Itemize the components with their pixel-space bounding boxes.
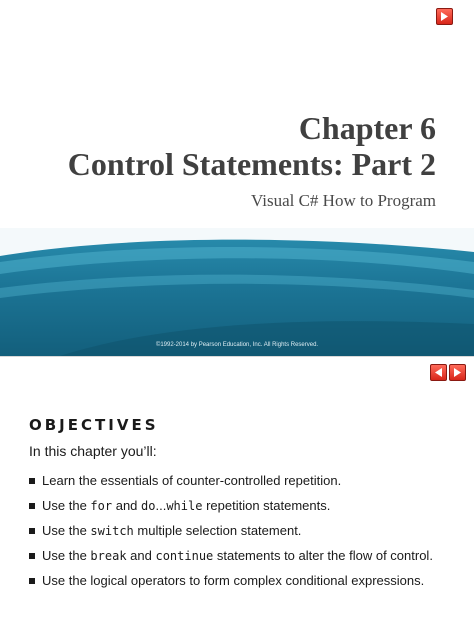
chapter-subtitle: Visual C# How to Program: [250, 191, 436, 210]
objective-item: [29, 496, 433, 521]
objective-text: Use the: [42, 523, 91, 538]
code-keyword-break: break: [90, 549, 127, 563]
objective-text: repetition statements.: [202, 498, 331, 513]
objective-item: [29, 546, 433, 571]
chapter-title: [68, 110, 436, 182]
code-keyword-continue: continue: [155, 549, 214, 563]
objective-text: statements to alter the flow of control.: [213, 548, 433, 563]
triangle-right-icon: [437, 9, 452, 24]
code-keyword-for: for: [90, 499, 113, 513]
objectives-heading: OBJECTIVES: [29, 416, 159, 434]
objective-text: and: [112, 498, 142, 513]
copyright-notice: ©1992-2014 by Pearson Education, Inc. All Rights Reserved.: [155, 342, 319, 348]
next-slide-button[interactable]: [436, 8, 453, 25]
triangle-right-icon: [450, 365, 465, 380]
objective-text: Use the: [42, 548, 91, 563]
objectives-intro: In this chapter you’ll:: [29, 443, 157, 459]
objective-text: multiple selection statement.: [133, 523, 302, 538]
objective-item: [29, 521, 433, 546]
square-bullet-icon: [29, 503, 35, 509]
square-bullet-icon: [29, 553, 35, 559]
objectives-list: [29, 471, 433, 596]
code-keyword-do: do: [141, 499, 156, 513]
chapter-title-line2: Control Statements: Part 2: [67, 146, 436, 182]
previous-slide-button[interactable]: [430, 364, 447, 381]
objective-text: Use the logical operators to form complex conditional expressions.: [42, 573, 425, 588]
code-keyword-switch: switch: [90, 524, 134, 538]
decorative-band: [0, 228, 474, 356]
square-bullet-icon: [29, 478, 35, 484]
next-slide-button[interactable]: [449, 364, 466, 381]
objective-text: ...: [155, 498, 167, 513]
band-swoosh-graphic: [0, 228, 474, 356]
objective-item: [29, 571, 433, 596]
square-bullet-icon: [29, 528, 35, 534]
objective-text: Use the: [42, 498, 91, 513]
objective-item: [29, 471, 433, 496]
triangle-left-icon: [431, 365, 446, 380]
chapter-title-line1: Chapter 6: [298, 110, 436, 146]
code-keyword-while: while: [166, 499, 203, 513]
objective-text: and: [126, 548, 156, 563]
square-bullet-icon: [29, 578, 35, 584]
objective-text: Learn the essentials of counter-controlled repetition.: [42, 473, 342, 488]
objectives-slide: [0, 357, 474, 632]
